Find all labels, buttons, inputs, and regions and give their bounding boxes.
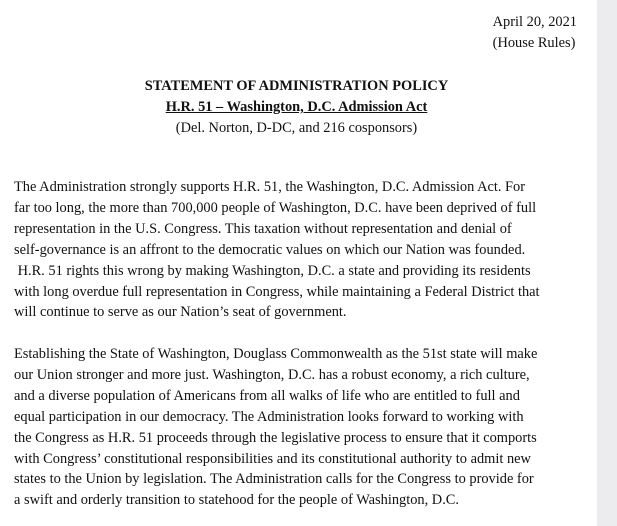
date-block	[493, 12, 577, 54]
paragraph-line: a swift and orderly transition to statehood for the people of Washington, D.C.	[14, 492, 459, 509]
paragraph-line: Establishing the State of Washington, Douglass Commonwealth as the 51st state will make	[14, 346, 538, 362]
paragraph-line: with long overdue full representation in Congress, while maintaining a Federal District that	[14, 283, 540, 300]
bill-title: H.R. 51 – Washington, D.C. Admission Act	[165, 99, 428, 115]
paragraph-line: The Administration strongly supports H.R. 51, the Washington, D.C. Admission Act. For	[14, 179, 526, 195]
paragraph-line: H.R. 51 rights this wrong by making Washington, D.C. a state and providing its residents	[14, 262, 531, 279]
paragraph-line: far too long, the more than 700,000 people of Washington, D.C. have been deprived of full	[14, 199, 537, 216]
paragraph-line: our Union stronger and more just. Washington, D.C. has a robust economy, a rich culture,	[14, 366, 530, 383]
paragraph-line: and a diverse population of Americans from all walks of life who are entitled to full and	[14, 387, 520, 404]
paragraph-line: the Congress as H.R. 51 proceeds through the legislative process to ensure that it comports	[14, 429, 537, 446]
paragraph-line: states to the Union by legislation. The Administration calls for the Congress to provide for	[14, 471, 534, 488]
document-rules: (House Rules)	[492, 35, 576, 51]
paragraph-2	[14, 344, 586, 511]
paragraph-line: with Congress’ constitutional responsibilities and its constitutional authority to admit new	[14, 450, 531, 467]
paragraph-1	[14, 177, 586, 323]
paragraph-line: will continue to serve as our Nation’s seat of government.	[14, 304, 347, 321]
paragraph-line: representation in the U.S. Congress. This taxation without representation and denial of	[14, 220, 512, 237]
scrollbar[interactable]	[597, 0, 617, 526]
bill-sponsors: (Del. Norton, D-DC, and 216 cosponsors)	[175, 120, 418, 136]
statement-title: STATEMENT OF ADMINISTRATION POLICY	[144, 78, 449, 94]
paragraph-line: equal participation in our democracy. The Administration looks forward to working with	[14, 408, 524, 425]
document-date: April 20, 2021	[492, 14, 577, 30]
paragraph-line: self-governance is an affront to the democratic values on which our Nation was founded.	[14, 241, 526, 258]
